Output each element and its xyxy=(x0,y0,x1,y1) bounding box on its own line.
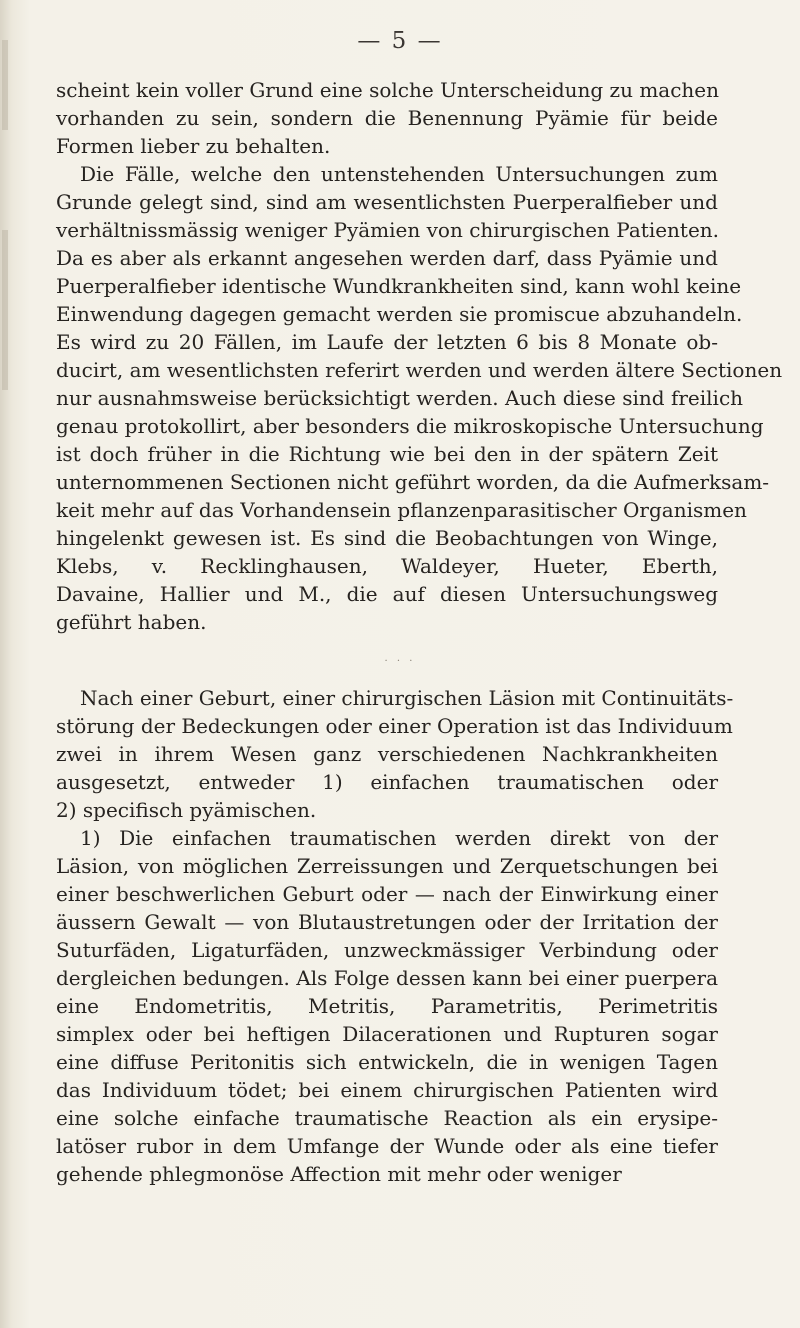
text-line: Formen lieber zu behalten. xyxy=(56,134,331,158)
text-line: gehende phlegmonöse Affection mit mehr oder weniger xyxy=(56,1162,622,1186)
text-line: 1) Die einfachen traumatischen werden direkt von der xyxy=(80,826,718,850)
text-line: Es wird zu 20 Fällen, im Laufe der letzten 6 bis 8 Monate ob- xyxy=(56,330,718,354)
text-line: einer beschwerlichen Geburt oder — nach der Einwirkung einer xyxy=(56,882,718,906)
text-line: ducirt, am wesentlichsten referirt werden und werden ältere Sectionen xyxy=(56,358,783,382)
text-line: Puerperalfieber identische Wundkrankheiten sind, kann wohl keine xyxy=(56,274,742,298)
paragraph-cases xyxy=(56,160,783,636)
text-line: latöser rubor in dem Umfange der Wunde oder als eine tiefer xyxy=(56,1134,718,1158)
text-line: äussern Gewalt — von Blutaustretungen oder der Irritation der xyxy=(56,910,718,934)
text-line: dergleichen bedungen. Als Folge dessen kann bei einer puerpera xyxy=(56,966,718,990)
text-line: Die Fälle, welche den untenstehenden Untersuchungen zum xyxy=(80,162,718,186)
text-line: simplex oder bei heftigen Dilacerationen und Rupturen sogar xyxy=(56,1022,718,1046)
text-line: ist doch früher in die Richtung wie bei den in der spätern Zeit xyxy=(56,442,718,466)
text-line: Davaine, Hallier und M., die auf diesen Untersuchungsweg xyxy=(56,582,718,606)
text-line: hingelenkt gewesen ist. Es sind die Beobachtungen von Winge, xyxy=(56,526,718,550)
text-line: scheint kein voller Grund eine solche Unterscheidung zu machen xyxy=(56,78,720,102)
text-line: Einwendung dagegen gemacht werden sie promiscue abzuhandeln. xyxy=(56,302,743,326)
text-line: Läsion, von möglichen Zerreissungen und Zerquetschungen bei xyxy=(56,854,718,878)
text-line: Nach einer Geburt, einer chirurgischen Läsion mit Continuitäts- xyxy=(80,686,734,710)
text-line: eine diffuse Peritonitis sich entwickeln, die in wenigen Tagen xyxy=(56,1050,718,1074)
text-line: nur ausnahmsweise berücksichtigt werden. Auch diese sind freilich xyxy=(56,386,744,410)
text-line: Grunde gelegt sind, sind am wesentlichsten Puerperalfieber und xyxy=(56,190,718,214)
text-line: keit mehr auf das Vorhandensein pflanzenparasitischer Organismen xyxy=(56,498,747,522)
text-line: 2) specifisch pyämischen. xyxy=(56,798,317,822)
text-line: störung der Bedeckungen oder einer Operation ist das Individuum xyxy=(56,714,733,738)
text-line: Da es aber als erkannt angesehen werden darf, dass Pyämie und xyxy=(56,246,718,270)
text-line: ausgesetzt, entweder 1) einfachen traumatischen oder xyxy=(56,770,718,794)
paragraph-continuation xyxy=(56,76,718,160)
text-line: genau protokollirt, aber besonders die mikroskopische Untersuchung xyxy=(56,414,764,438)
text-line: Klebs, v. Recklinghausen, Waldeyer, Hueter, Eberth, xyxy=(56,554,718,578)
paragraph-traumatic xyxy=(56,824,718,1188)
text-line: eine Endometritis, Metritis, Parametritis, Perimetritis xyxy=(56,994,718,1018)
text-line: eine solche einfache traumatische Reaction als ein erysipe- xyxy=(56,1106,718,1130)
page-edge-stain xyxy=(2,230,8,390)
section-separator: · · · xyxy=(384,656,416,667)
text-line: zwei in ihrem Wesen ganz verschiedenen Nachkrankheiten xyxy=(56,742,718,766)
paragraph-after-birth xyxy=(56,684,734,824)
text-line: unternommenen Sectionen nicht geführt worden, da die Aufmerksam- xyxy=(56,470,770,494)
text-line: das Individuum tödet; bei einem chirurgischen Patienten wird xyxy=(56,1078,718,1102)
text-line: verhältnissmässig weniger Pyämien von chirurgischen Patienten. xyxy=(56,218,720,242)
text-line: vorhanden zu sein, sondern die Benennung Pyämie für beide xyxy=(56,106,718,130)
page-number: — 5 — xyxy=(357,28,443,54)
text-line: geführt haben. xyxy=(56,610,207,634)
text-line: Suturfäden, Ligaturfäden, unzweckmässiger Verbindung oder xyxy=(56,938,718,962)
